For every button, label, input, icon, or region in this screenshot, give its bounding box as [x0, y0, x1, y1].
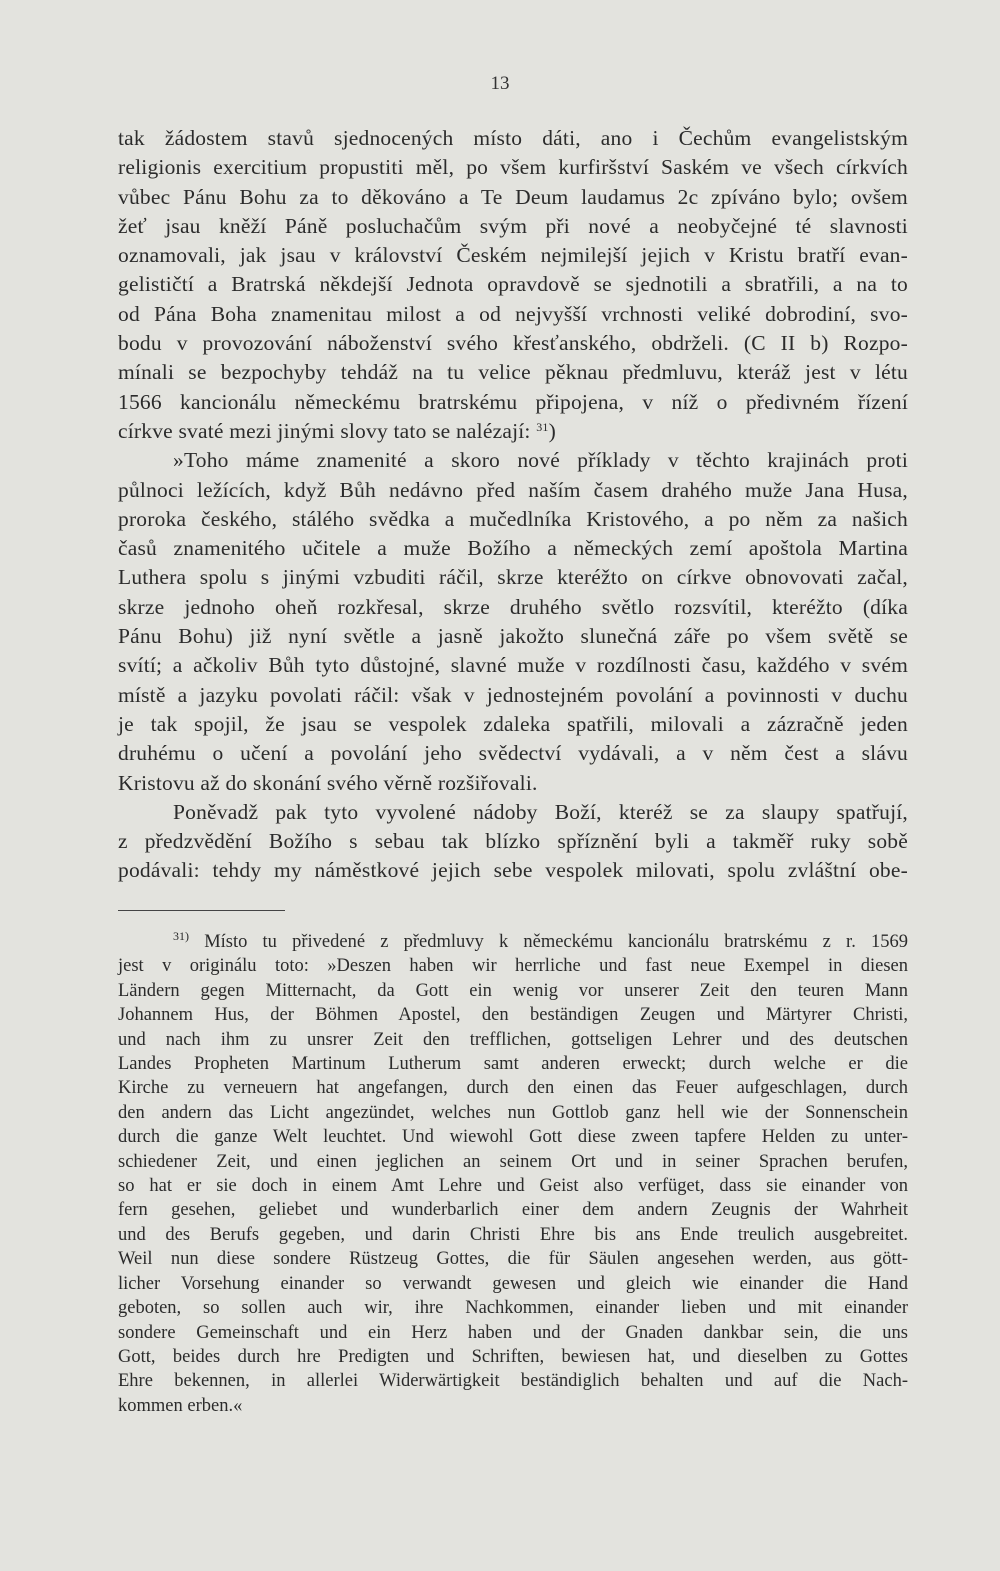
text-line: vůbec Pánu Bohu za to děkováno a Te Deum laudamus 2c zpíváno bylo; ovšem: [118, 184, 908, 209]
footnote-line: fern gesehen, geliebet und wunderbarlich einer dem andern Zeugnis der Wahrheit: [118, 1200, 908, 1221]
footnote-line: schiedener Zeit, und einen jeglichen an seinem Ort und in seiner Sprachen berufen,: [118, 1151, 908, 1172]
footnote-paragraph: [118, 930, 908, 1418]
text-line: svítí; a ačkoliv Bůh tyto důstojné, slavné muže v rozdílnosti času, každého v svém: [118, 653, 908, 678]
text-line: místě a jazyku povolati ráčil: však v jednostejném povolání a povinnosti v duchu: [118, 682, 908, 707]
footnote-line: durch die ganze Welt leuchtet. Und wiewohl Gott diese zween tapfere Helden zu unter-: [118, 1127, 908, 1148]
text-line: Luthera spolu s jinými vzbuditi ráčil, skrze kteréžto on církve obnovovati začal,: [118, 565, 908, 590]
text-line: církve svaté mezi jinými slovy tato se nalézají: $^{31}$): [118, 418, 556, 443]
footnote-line: den andern das Licht angezündet, welches nun Gottlob ganz hell wie der Sonnenschein: [118, 1102, 908, 1123]
main-text: [118, 124, 908, 886]
text-line: »Toho máme znamenité a skoro nové příklady v těchto krajinách proti: [173, 448, 908, 473]
footnote-line: kommen erben.«: [118, 1395, 243, 1416]
text-line: proroka českého, stálého svědka a mučedlníka Kristového, a po něm za našich: [118, 506, 908, 531]
footnote-line: Gott, beides durch hre Predigten und Schriften, bewiesen hat, und dieselben zu Gottes: [118, 1346, 908, 1367]
footnote-line: Landes Propheten Martinum Lutherum samt anderen erweckt; durch welche er die: [118, 1054, 908, 1075]
text-line: druhému o učení a povolání jeho svědectví vydávali, a v něm čest a slávu: [118, 741, 908, 766]
text-line: od Pána Boha znamenitau milost a od nejvyšší vrchnosti veliké dobrodiní, svo-: [118, 301, 908, 326]
text-line: gelističtí a Bratrská někdejší Jednota opravdově se sjednotili a sbratřili, a na to: [118, 272, 908, 297]
text-line: žeť jsau kněží Páně posluchačům svým při nové a neobyčejné té slavnosti: [118, 213, 908, 238]
text-line: z předzvědění Božího s sebau tak blízko spříznění byli a takměř ruky sobě: [118, 829, 908, 854]
text-line: oznamovali, jak jsau v království Českém nejmilejší jejich v Kristu bratří evan-: [118, 243, 908, 268]
paragraph-3: [118, 798, 908, 886]
footnote-marker: 31): [173, 929, 189, 943]
footnote-line: jest v originálu toto: »Deszen haben wir herrliche und fast neue Exempel in diesen: [118, 956, 908, 977]
text-line: 1566 kancionálu německému bratrskému připojena, v níž o předivném řízení: [118, 389, 908, 414]
text-line: tak žádostem stavů sjednocených místo dáti, ano i Čechům evangelistským: [118, 126, 908, 150]
text-line: mínali se bezpochyby tehdáž na tu velice pěknau předmluvu, kteráž jest v létu: [118, 360, 908, 385]
page-number: 13: [490, 73, 510, 94]
text-line: podávali: tehdy my náměstkové jejich sebe vespolek milovati, spolu zvláštní obe-: [118, 858, 908, 883]
text-line: je tak spojil, že jsau se vespolek zdaleka spatřili, milovali a zázračně jeden: [118, 711, 908, 736]
footnote-line: Johannem Hus, der Böhmen Apostel, den beständigen Zeugen und Märtyrer Christi,: [118, 1005, 908, 1026]
text-line: Kristovu až do skonání svého věrně rozšiřovali.: [118, 770, 538, 795]
paragraph-1: [118, 124, 908, 446]
footnote-separator: [118, 910, 285, 911]
text-line: půlnoci ležících, když Bůh nedávno před naším časem drahého muže Jana Husa,: [118, 477, 908, 502]
text-line: Pánu Bohu) již nyní světle a jasně jakožto slunečná záře po všem světě se: [118, 624, 908, 649]
text-line: Poněvadž pak tyto vyvolené nádoby Boží, kteréž se za slaupy spatřují,: [173, 799, 908, 824]
footnote-line: licher Vorsehung einander so verwandt gewesen und gleich wie einander die Hand: [118, 1273, 908, 1294]
footnote-line-content: Místo tu přivedené z předmluvy k německému kancionálu bratrskému z r. 1569: [204, 932, 909, 952]
footnote-line: so hat er sie doch in einem Amt Lehre und Geist also verfüget, dass sie einander von: [118, 1176, 908, 1197]
text-line: skrze jednoho oheň rozkřesal, skrze druhého světlo rozsvítil, kteréžto (díka: [118, 594, 908, 619]
text-line: časů znamenitého učitele a muže Božího a německých zemí apoštola Martina: [118, 536, 908, 561]
text-line-content: církve svaté mezi jinými slovy tato se nalézají:: [118, 418, 531, 443]
footnote-line: [118, 930, 908, 954]
footnote-line: Ländern gegen Mitternacht, da Gott ein wenig vor unserer Zeit den teuren Mann: [118, 980, 908, 1001]
footnote-line: Weil nun diese sondere Rüstzeug Gottes, die für Säulen angesehen werden, aus gött-: [118, 1249, 908, 1270]
footnote: [118, 930, 908, 1418]
footnote-reference[interactable]: 31: [536, 419, 549, 434]
text-line: religionis exercitium propustiti měl, po všem kurfiršství Saském ve všech církvích: [118, 155, 908, 180]
footnote-line: geboten, so sollen auch wir, ihre Nachkommen, einander lieben und mit einander: [118, 1298, 908, 1319]
footnote-line: und des Berufs gegeben, und darin Christi Ehre bis ans Ende treulich ausgebreitet.: [118, 1224, 908, 1245]
footnote-line: und nach ihm zu unsrer Zeit den trefflichen, gottseligen Lehrer und des deutschen: [118, 1029, 908, 1050]
footnote-line: Ehre bekennen, in allerlei Widerwärtigkeit beständiglich behalten und auf die Nach-: [118, 1371, 908, 1392]
paragraph-2: [118, 446, 908, 798]
footnote-line: sondere Gemeinschaft und ein Herz haben und der Gnaden dankbar sein, die uns: [118, 1322, 908, 1343]
text-line: bodu v provozování náboženství svého křesťanského, obdrželi. (C II b) Rozpo-: [118, 331, 908, 356]
footnote-line: Kirche zu verneuern hat angefangen, durch den einen das Feuer aufgeschlagen, durch: [118, 1078, 908, 1099]
